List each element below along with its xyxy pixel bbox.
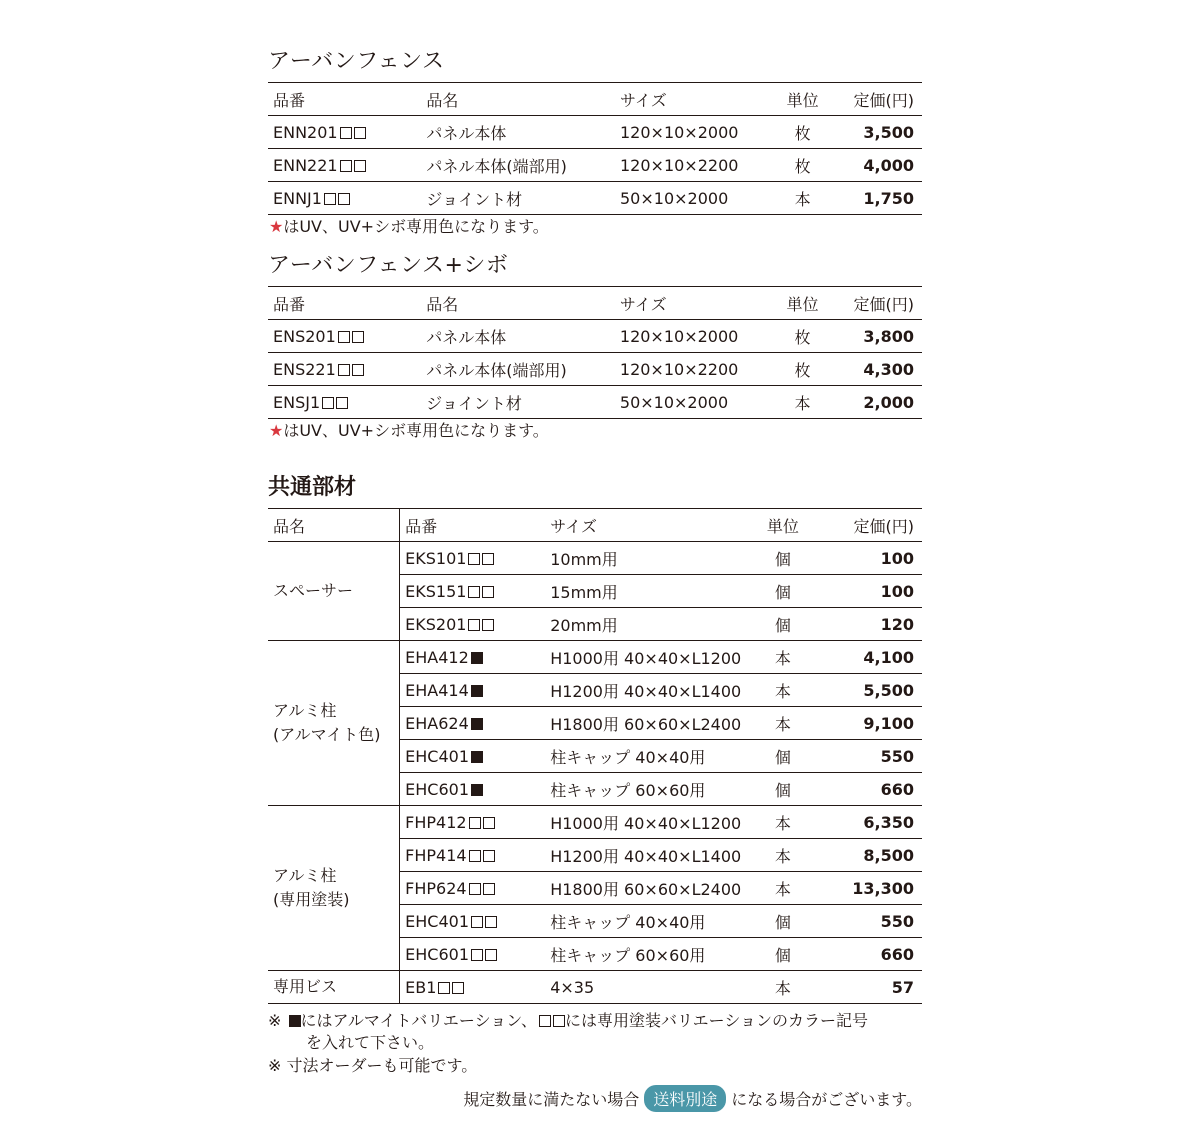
code-cell — [268, 353, 421, 386]
price-cell: 660 — [817, 938, 922, 971]
footnote-1-cont: を入れて下さい。 — [306, 1033, 435, 1052]
size-cell: 120×10×2000 — [615, 320, 785, 353]
code-cell — [268, 386, 421, 419]
unit-cell: 個 — [749, 773, 817, 806]
column-header: 品番 — [400, 509, 546, 542]
size-cell: 120×10×2200 — [615, 149, 785, 182]
open-square-icon — [468, 586, 480, 598]
table-row — [268, 182, 922, 215]
price-cell: 8,500 — [817, 839, 922, 872]
open-square-icon — [485, 949, 497, 961]
price-cell: 550 — [817, 740, 922, 773]
open-square-icon — [322, 397, 334, 409]
product-code: EHC401 — [405, 746, 470, 766]
product-code: ENNJ1 — [273, 188, 322, 208]
open-square-icon — [340, 160, 352, 172]
size-cell: H1800用 60×60×L2400 — [545, 872, 748, 905]
unit-cell: 本 — [749, 806, 817, 839]
product-code: EHC601 — [405, 944, 470, 964]
column-header: 品名 — [268, 509, 400, 542]
open-square-icon — [482, 553, 494, 565]
product-code: ENS221 — [273, 359, 336, 379]
unit-cell: 本 — [785, 182, 820, 215]
table-row — [268, 806, 922, 839]
name-cell: パネル本体(端部用) — [421, 353, 615, 386]
product-code: EHC401 — [405, 911, 470, 931]
product-code: ENN221 — [273, 155, 338, 175]
column-header: 定価(円) — [820, 287, 922, 320]
table-header-row — [268, 509, 922, 542]
price-cell: 1,750 — [820, 182, 922, 215]
size-cell: 50×10×2000 — [615, 386, 785, 419]
column-header: 品番 — [268, 287, 421, 320]
section-title: アーバンフェンス — [268, 49, 445, 74]
open-square-icon — [539, 1015, 551, 1027]
size-cell: H1800用 60×60×L2400 — [545, 707, 748, 740]
name-cell: パネル本体 — [421, 116, 615, 149]
product-code: EHA414 — [405, 680, 469, 700]
table-row — [268, 320, 922, 353]
price-cell: 3,500 — [820, 116, 922, 149]
filled-square-icon — [471, 784, 483, 796]
price-table — [268, 286, 922, 419]
note — [269, 216, 549, 238]
price-cell: 6,350 — [817, 806, 922, 839]
product-code: EHC601 — [405, 779, 470, 799]
size-cell: 50×10×2000 — [615, 182, 785, 215]
filled-square-icon — [471, 718, 483, 730]
code-cell — [268, 182, 421, 215]
open-square-icon — [468, 619, 480, 631]
name-cell: ジョイント材 — [421, 182, 615, 215]
column-header: 単位 — [785, 83, 820, 116]
unit-cell: 個 — [749, 608, 817, 641]
code-cell — [400, 542, 546, 575]
star-icon: ★ — [269, 421, 284, 440]
shipping-text: になる場合がございます。 — [731, 1090, 922, 1109]
open-square-icon — [471, 916, 483, 928]
size-cell: H1000用 40×40×L1200 — [545, 641, 748, 674]
price-cell: 57 — [817, 971, 922, 1004]
table-row — [268, 386, 922, 419]
footnote-text: にはアルマイトバリエーション、 — [300, 1011, 537, 1030]
name-cell: ジョイント材 — [421, 386, 615, 419]
code-cell — [268, 320, 421, 353]
filled-square-icon — [471, 652, 483, 664]
note-text: はUV、UV+シボ専用色になります。 — [283, 421, 549, 440]
size-cell: 15mm用 — [545, 575, 748, 608]
open-square-icon — [483, 850, 495, 862]
group-name-cell — [268, 641, 400, 806]
price-cell: 120 — [817, 608, 922, 641]
size-cell: 柱キャップ 60×60用 — [545, 773, 748, 806]
open-square-icon — [469, 817, 481, 829]
star-icon: ★ — [269, 217, 284, 236]
price-cell: 4,100 — [817, 641, 922, 674]
size-cell: 柱キャップ 60×60用 — [545, 938, 748, 971]
note — [269, 420, 549, 442]
unit-cell: 枚 — [785, 149, 820, 182]
code-cell — [400, 905, 546, 938]
open-square-icon — [485, 916, 497, 928]
size-cell: 柱キャップ 40×40用 — [545, 905, 748, 938]
table-row — [268, 971, 922, 1004]
unit-cell: 個 — [749, 740, 817, 773]
column-header: 単位 — [749, 509, 817, 542]
unit-cell: 枚 — [785, 353, 820, 386]
open-square-icon — [338, 193, 350, 205]
price-cell: 3,800 — [820, 320, 922, 353]
code-cell — [268, 116, 421, 149]
code-cell — [400, 938, 546, 971]
product-code: FHP414 — [405, 845, 467, 865]
shipping-badge: 送料別途 — [644, 1085, 726, 1112]
footnote-1 — [268, 1010, 868, 1032]
table-row — [268, 353, 922, 386]
unit-cell: 本 — [749, 872, 817, 905]
product-code: ENN201 — [273, 122, 338, 142]
code-cell — [268, 149, 421, 182]
open-square-icon — [336, 397, 348, 409]
open-square-icon — [324, 193, 336, 205]
code-cell — [400, 707, 546, 740]
column-header: サイズ — [615, 287, 785, 320]
unit-cell: 本 — [785, 386, 820, 419]
code-cell — [400, 839, 546, 872]
code-cell — [400, 641, 546, 674]
price-cell: 9,100 — [817, 707, 922, 740]
column-header: サイズ — [545, 509, 748, 542]
open-square-icon — [471, 949, 483, 961]
table-row — [268, 116, 922, 149]
name-cell: パネル本体(端部用) — [421, 149, 615, 182]
product-code: EKS201 — [405, 614, 467, 634]
filled-square-icon — [289, 1015, 301, 1027]
code-cell — [400, 575, 546, 608]
code-cell — [400, 740, 546, 773]
open-square-icon — [338, 331, 350, 343]
price-cell: 100 — [817, 542, 922, 575]
group-name: スペーサー — [273, 581, 354, 600]
table-row — [268, 641, 922, 674]
code-cell — [400, 608, 546, 641]
size-cell: H1200用 40×40×L1400 — [545, 674, 748, 707]
product-code: EHA624 — [405, 713, 469, 733]
open-square-icon — [340, 127, 352, 139]
name-cell: パネル本体 — [421, 320, 615, 353]
unit-cell: 本 — [749, 641, 817, 674]
price-cell: 550 — [817, 905, 922, 938]
unit-cell: 個 — [749, 905, 817, 938]
unit-cell: 本 — [749, 674, 817, 707]
footnote-2: ※ 寸法オーダーも可能です。 — [268, 1056, 478, 1075]
filled-square-icon — [471, 685, 483, 697]
product-code: EHA412 — [405, 647, 469, 667]
code-cell — [400, 872, 546, 905]
code-cell — [400, 773, 546, 806]
column-header: 品名 — [421, 287, 615, 320]
open-square-icon — [482, 586, 494, 598]
open-square-icon — [352, 364, 364, 376]
price-table — [268, 82, 922, 215]
code-cell — [400, 806, 546, 839]
group-name: アルミ柱 — [273, 701, 337, 720]
group-name-sub: (アルマイト色) — [273, 725, 381, 744]
product-code: ENS201 — [273, 326, 336, 346]
open-square-icon — [469, 850, 481, 862]
group-name-cell — [268, 971, 400, 1004]
size-cell: 柱キャップ 40×40用 — [545, 740, 748, 773]
section-title: アーバンフェンス+シボ — [268, 253, 509, 278]
open-square-icon — [452, 982, 464, 994]
open-square-icon — [354, 160, 366, 172]
unit-cell: 個 — [749, 542, 817, 575]
group-name-cell — [268, 542, 400, 641]
unit-cell: 本 — [749, 971, 817, 1004]
product-code: FHP624 — [405, 878, 467, 898]
column-header: 単位 — [785, 287, 820, 320]
code-cell — [400, 971, 546, 1004]
open-square-icon — [438, 982, 450, 994]
shipping-text: 規定数量に満たない場合 — [463, 1090, 640, 1109]
group-name-sub: (専用塗装) — [273, 890, 350, 909]
note-text: はUV、UV+シボ専用色になります。 — [283, 217, 549, 236]
size-cell: 20mm用 — [545, 608, 748, 641]
column-header: サイズ — [615, 83, 785, 116]
code-cell — [400, 674, 546, 707]
unit-cell: 本 — [749, 707, 817, 740]
open-square-icon — [482, 619, 494, 631]
open-square-icon — [483, 883, 495, 895]
size-cell: 120×10×2200 — [615, 353, 785, 386]
size-cell: 4×35 — [545, 971, 748, 1004]
open-square-icon — [469, 883, 481, 895]
column-header: 品名 — [421, 83, 615, 116]
product-code: FHP412 — [405, 812, 467, 832]
open-square-icon — [553, 1015, 565, 1027]
group-name-cell — [268, 806, 400, 971]
price-cell: 13,300 — [817, 872, 922, 905]
common-parts-table — [268, 508, 922, 1004]
unit-cell: 本 — [749, 839, 817, 872]
size-cell: 10mm用 — [545, 542, 748, 575]
footnote-mark: ※ — [268, 1011, 287, 1030]
section-title: 共通部材 — [268, 475, 357, 500]
open-square-icon — [352, 331, 364, 343]
unit-cell: 個 — [749, 938, 817, 971]
size-cell: H1000用 40×40×L1200 — [545, 806, 748, 839]
table-header-row — [268, 287, 922, 320]
unit-cell: 枚 — [785, 116, 820, 149]
open-square-icon — [354, 127, 366, 139]
group-name: 専用ビス — [273, 977, 338, 996]
column-header: 定価(円) — [817, 509, 922, 542]
open-square-icon — [483, 817, 495, 829]
price-cell: 2,000 — [820, 386, 922, 419]
price-cell: 4,300 — [820, 353, 922, 386]
size-cell: 120×10×2000 — [615, 116, 785, 149]
product-code: EKS101 — [405, 548, 467, 568]
size-cell: H1200用 40×40×L1400 — [545, 839, 748, 872]
open-square-icon — [338, 364, 350, 376]
unit-cell: 個 — [749, 575, 817, 608]
column-header: 定価(円) — [820, 83, 922, 116]
column-header: 品番 — [268, 83, 421, 116]
shipping-note — [463, 1085, 922, 1112]
footnote-text: には専用塗装バリエーションのカラー記号 — [564, 1011, 869, 1030]
filled-square-icon — [471, 751, 483, 763]
table-row — [268, 149, 922, 182]
price-cell: 4,000 — [820, 149, 922, 182]
price-cell: 5,500 — [817, 674, 922, 707]
group-name: アルミ柱 — [273, 866, 337, 885]
price-cell: 660 — [817, 773, 922, 806]
open-square-icon — [468, 553, 480, 565]
product-code: ENSJ1 — [273, 392, 321, 412]
unit-cell: 枚 — [785, 320, 820, 353]
table-header-row — [268, 83, 922, 116]
price-cell: 100 — [817, 575, 922, 608]
table-row — [268, 542, 922, 575]
product-code: EB1 — [405, 977, 437, 997]
product-code: EKS151 — [405, 581, 467, 601]
